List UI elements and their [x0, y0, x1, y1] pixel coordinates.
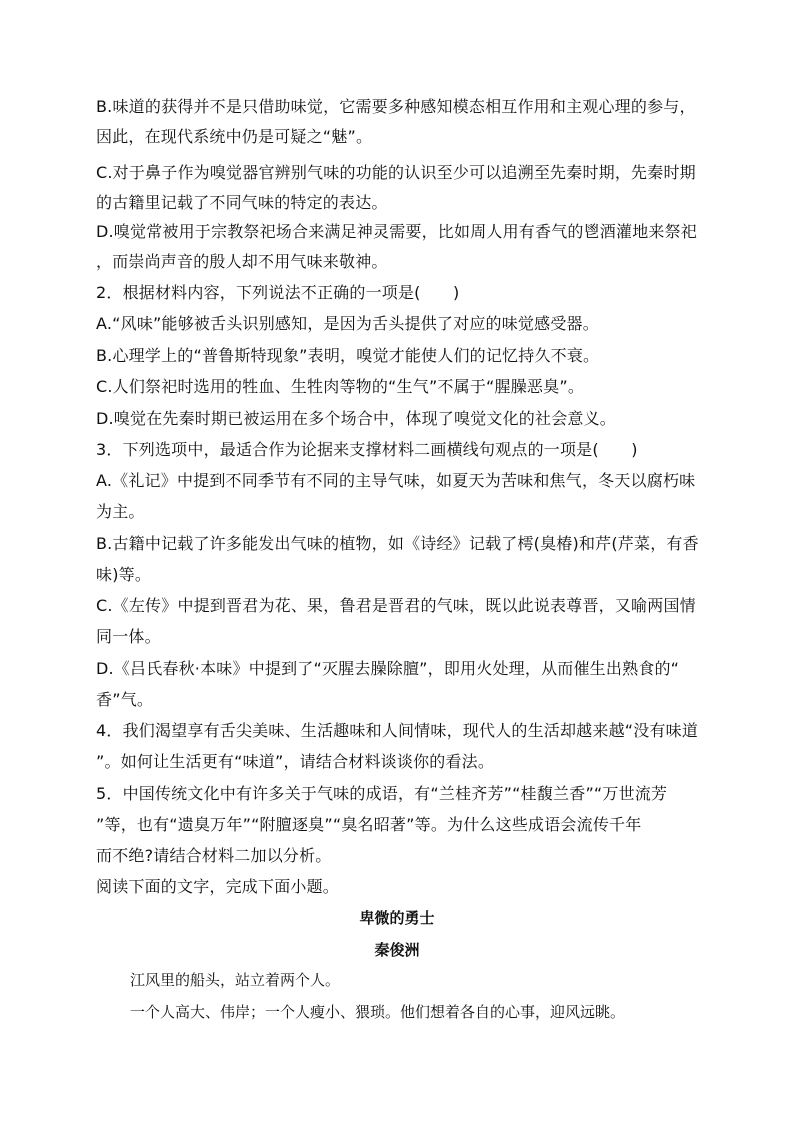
q2-option-d: D.嗅觉在先秦时期已被运用在多个场合中，体现了嗅觉文化的社会意义。: [96, 409, 617, 428]
q2-option-b: B.心理学上的“普鲁斯特现象”表明，嗅觉才能使人们的记忆持久不衰。: [96, 346, 600, 365]
q2-option-c: C.人们祭祀时选用的牲血、生牲肉等物的“生气”不属于“腥臊恶臭”。: [96, 377, 585, 396]
q3-option-c-line-2: 同一体。: [96, 627, 161, 646]
question-5-line-2: ”等，也有“遗臭万年”“附膻逐臭”“臭名昭著”等。为什么这些成语会流传千年: [96, 815, 642, 834]
q3-option-b-line-1: B.古籍中记载了许多能发出气味的植物，如《诗经》记载了樗(臭椿)和芹(芹菜，有香: [96, 534, 699, 553]
reading-instruction: 阅读下面的文字，完成下面小题。: [96, 877, 340, 896]
option-b-line-2: 因此，在现代系统中仍是可疑之“魅”。: [96, 127, 373, 146]
option-c-line-2: 的古籍里记载了不同气味的特定的表达。: [96, 193, 388, 212]
option-b-line-1: B.味道的获得并不是只借助味觉，它需要多种感知模态相互作用和主观心理的参与，: [96, 97, 696, 116]
question-5-line-3: 而不绝?请结合材料二加以分析。: [96, 846, 332, 865]
story-paragraph-1: 江风里的船头，站立着两个人。: [130, 971, 341, 989]
question-2: 2．根据材料内容，下列说法不正确的一项是( ): [96, 283, 460, 302]
story-paragraph-2: 一个人高大、伟岸；一个人瘦小、猥琐。他们想着各自的心事，迎风远眺。: [130, 1003, 626, 1021]
story-author: 秦俊洲: [374, 941, 420, 959]
q3-option-a-line-1: A.《礼记》中提到不同季节有不同的主导气味，如夏天为苦味和焦气，冬天以腐朽味: [96, 471, 696, 490]
option-d-line-2: ，而崇尚声音的殷人却不用气味来敬神。: [96, 252, 388, 271]
q3-option-d-line-1: D.《吕氏春秋·本味》中提到了“灭腥去臊除膻”，即用火处理，从而催生出熟食的“: [96, 659, 680, 678]
option-d-line-1: D.嗅觉常被用于宗教祭祀场合来满足神灵需要，比如周人用有香气的鬯酒灌地来祭祀: [96, 222, 698, 241]
question-3: 3．下列选项中，最适合作为论据来支撑材料二画横线句观点的一项是( ): [96, 440, 638, 459]
story-title: 卑微的勇士: [359, 909, 435, 927]
question-4-line-2: ”。如何让生活更有“味道”，请结合材料谈谈你的看法。: [96, 752, 495, 771]
q3-option-c-line-1: C.《左传》中提到晋君为花、果，鲁君是晋君的气味，既以此说表尊晋，又喻两国情: [96, 596, 696, 615]
question-5-line-1: 5．中国传统文化中有许多关于气味的成语，有“兰桂齐芳”“桂馥兰香”“万世流芳: [96, 784, 668, 803]
q3-option-d-line-2: 香”气。: [96, 690, 154, 709]
option-c-line-1: C.对于鼻子作为嗅觉器官辨别气味的功能的认识至少可以追溯至先秦时期，先秦时期: [96, 163, 696, 182]
q3-option-b-line-2: 味)等。: [96, 565, 152, 584]
q2-option-a: A.“风味”能够被舌头识别感知，是因为舌头提供了对应的味觉感受器。: [96, 314, 599, 333]
q3-option-a-line-2: 为主。: [96, 502, 145, 521]
question-4-line-1: 4．我们渴望享有舌尖美味、生活趣味和人间情味，现代人的生活却越来越“没有味道: [96, 721, 699, 740]
